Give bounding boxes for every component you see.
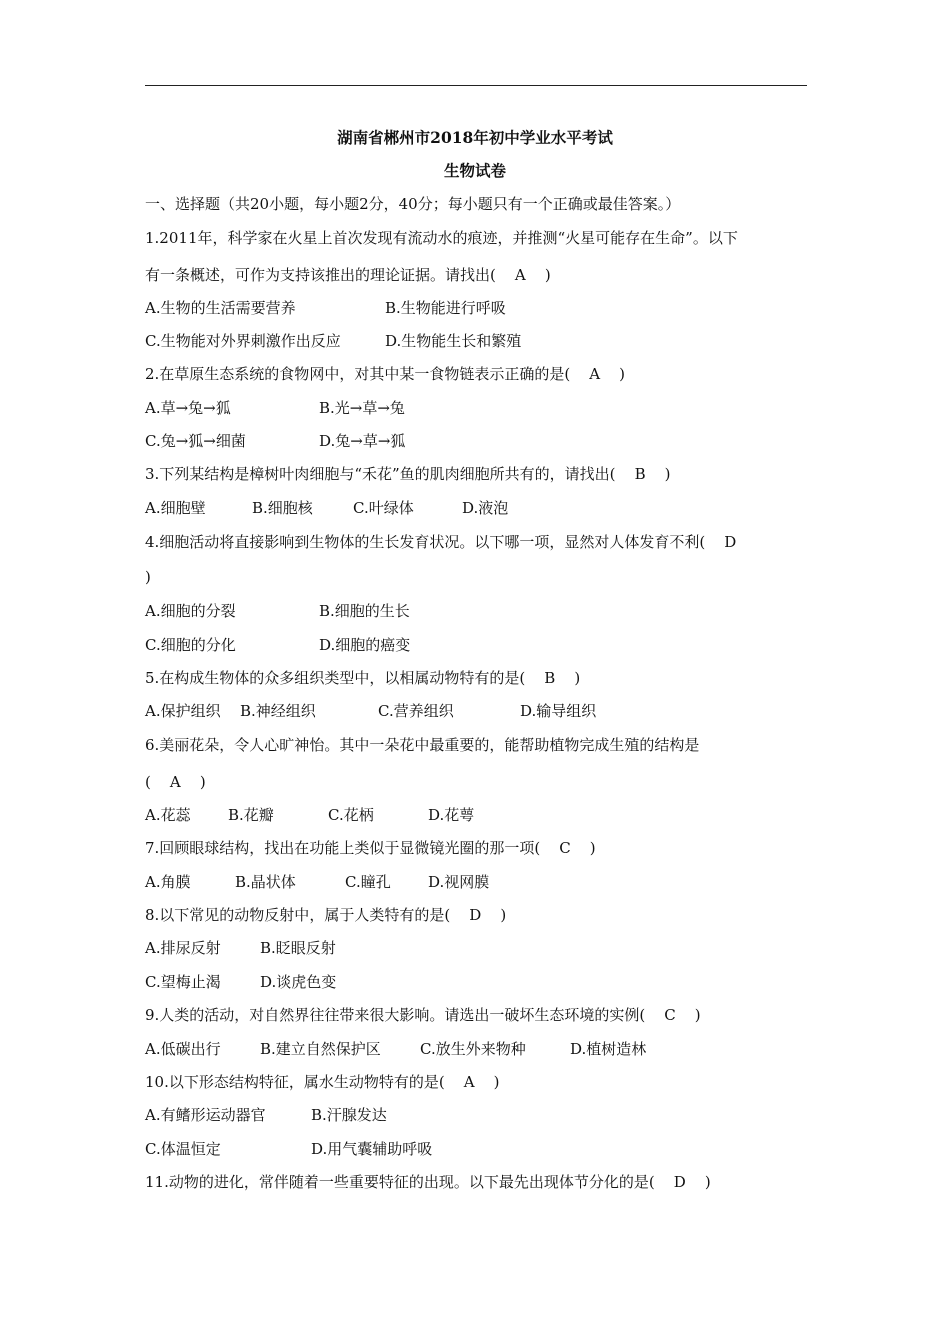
option: B.细胞核 (252, 499, 313, 517)
question-text: 有一条概述，可作为支持该推出的理论证据。请找出( A ) (145, 266, 551, 284)
option: C.叶绿体 (353, 499, 414, 517)
option: B.生物能进行呼吸 (385, 299, 506, 317)
question-text: 9.人类的活动，对自然界往往带来很大影响。请选出一破坏生态环境的实例( C ) (145, 1006, 701, 1024)
question-text: 11.动物的进化，常伴随着一些重要特征的出现。以下最先出现体节分化的是( D ) (145, 1173, 711, 1191)
option: C.体温恒定 (145, 1140, 221, 1158)
option: A.排尿反射 (145, 939, 221, 957)
option: A.细胞壁 (145, 499, 206, 517)
option: D.生物能生长和繁殖 (385, 332, 522, 350)
option: A.保护组织 (145, 702, 221, 720)
option: A.花蕊 (145, 806, 191, 824)
option: B.花瓣 (228, 806, 274, 824)
header-rule (145, 85, 807, 86)
option: B.建立自然保护区 (260, 1040, 381, 1058)
option: B.光→草→兔 (319, 399, 405, 417)
question-text: 5.在构成生物体的众多组织类型中，以相属动物特有的是( B ) (145, 669, 581, 687)
option: B.汗腺发达 (311, 1106, 387, 1124)
option: C.瞳孔 (345, 873, 391, 891)
option: D.花萼 (428, 806, 475, 824)
subject-title: 生物试卷 (443, 161, 506, 180)
option: A.角膜 (145, 873, 191, 891)
option: D.兔→草→狐 (319, 432, 406, 450)
option: D.视网膜 (428, 873, 490, 891)
option: D.液泡 (462, 499, 509, 517)
option: D.谈虎色变 (260, 973, 337, 991)
option: A.低碳出行 (145, 1040, 221, 1058)
question-text: 3.下列某结构是樟树叶肉细胞与“禾花”鱼的肌肉细胞所共有的，请找出( B ) (145, 465, 671, 483)
question-text: 4.细胞活动将直接影响到生物体的生长发育状况。以下哪一项，显然对人体发育不利( D (145, 533, 737, 551)
option: A.生物的生活需要营养 (145, 299, 296, 317)
option: D.植树造林 (570, 1040, 647, 1058)
question-text: 7.回顾眼球结构，找出在功能上类似于显微镜光圈的那一项( C ) (145, 839, 596, 857)
option: B.眨眼反射 (260, 939, 336, 957)
exam-title: 湖南省郴州市2018年初中学业水平考试 (337, 128, 613, 147)
option: D.细胞的癌变 (319, 636, 411, 654)
option: D.用气囊辅助呼吸 (311, 1140, 433, 1158)
option: C.兔→狐→细菌 (145, 432, 246, 450)
option: C.望梅止渴 (145, 973, 221, 991)
option: B.神经组织 (240, 702, 316, 720)
option: C.生物能对外界刺激作出反应 (145, 332, 341, 350)
question-text: 8.以下常见的动物反射中，属于人类特有的是( D ) (145, 906, 507, 924)
section-heading: 一、选择题（共20小题，每小题2分，40分；每小题只有一个正确或最佳答案。） (145, 195, 681, 213)
question-text: ) (145, 568, 151, 586)
option: C.营养组织 (378, 702, 454, 720)
question-text: 1.2011年，科学家在火星上首次发现有流动水的痕迹，并推测“火星可能存在生命”。以下 (145, 229, 738, 247)
option: C.细胞的分化 (145, 636, 236, 654)
question-text: ( A ) (145, 773, 206, 791)
question-text: 6.美丽花朵，令人心旷神怡。其中一朵花中最重要的，能帮助植物完成生殖的结构是 (145, 736, 700, 754)
option: B.晶状体 (235, 873, 296, 891)
option: A.细胞的分裂 (145, 602, 236, 620)
option: A.草→兔→狐 (145, 399, 231, 417)
option: B.细胞的生长 (319, 602, 410, 620)
question-text: 10.以下形态结构特征，属水生动物特有的是( A ) (145, 1073, 500, 1091)
option: C.花柄 (328, 806, 374, 824)
question-text: 2.在草原生态系统的食物网中，对其中某一食物链表示正确的是( A ) (145, 365, 625, 383)
option: A.有鳍形运动器官 (145, 1106, 266, 1124)
option: D.输导组织 (520, 702, 597, 720)
option: C.放生外来物种 (420, 1040, 526, 1058)
